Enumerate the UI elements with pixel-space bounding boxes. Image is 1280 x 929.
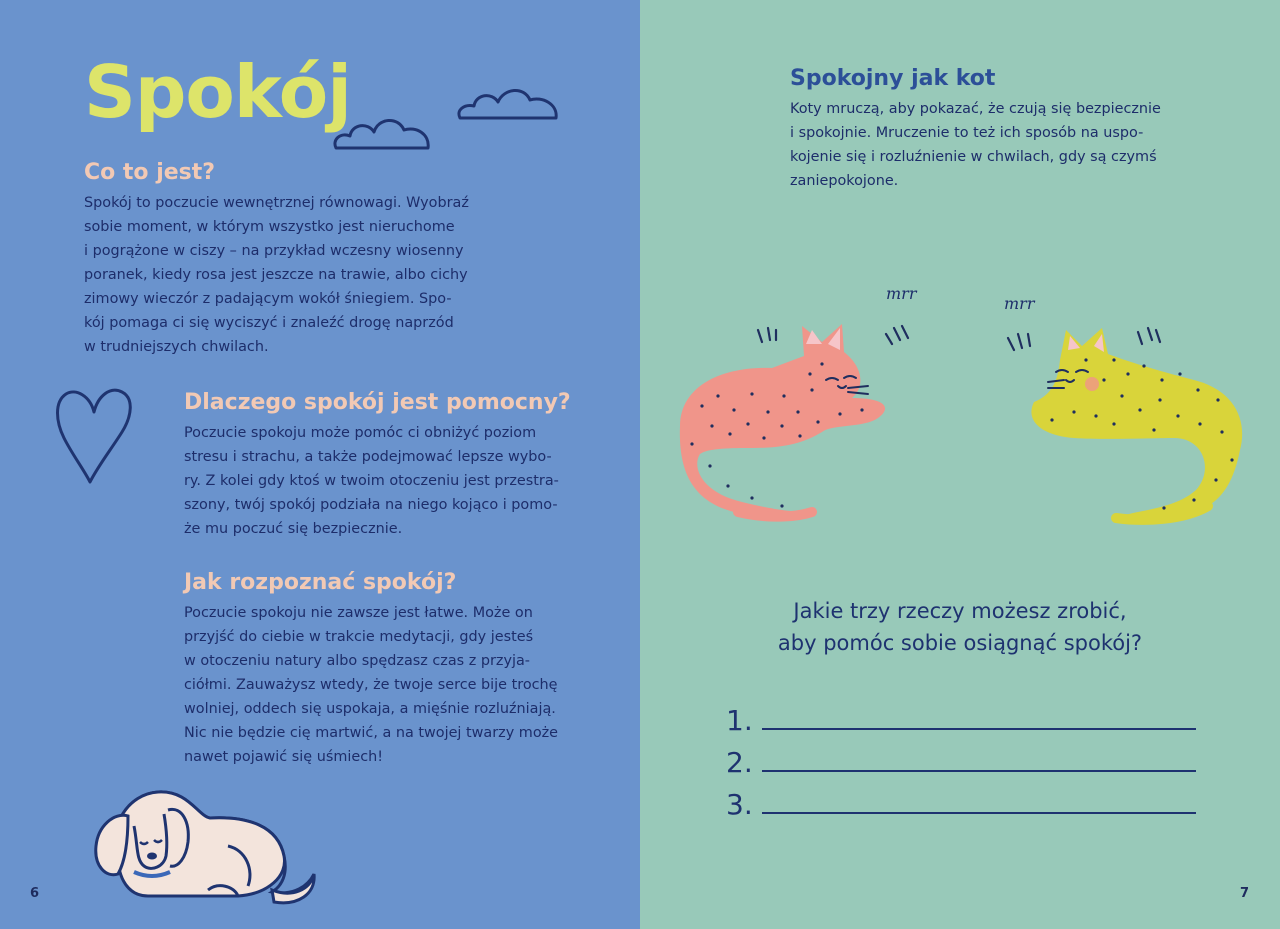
reflection-question: Jakie trzy rzeczy możesz zrobić, aby pomóc sobie osiągnąć spokój? <box>777 599 1143 655</box>
answer-number: 2. <box>726 746 753 779</box>
heart-icon <box>52 386 136 486</box>
section-heading: Jak rozpoznać spokój? <box>184 570 457 595</box>
section-heading: Dlaczego spokój jest pomocny? <box>184 390 571 415</box>
page-number-left: 6 <box>30 886 40 901</box>
section-how-recognize <box>184 570 584 769</box>
answer-line-3[interactable] <box>726 782 1206 822</box>
yellow-cat-illustration <box>1004 320 1254 530</box>
sleeping-dog-illustration <box>78 786 318 906</box>
pink-cat-illustration <box>672 316 912 526</box>
answer-line-1[interactable] <box>726 698 1206 738</box>
section-what-is-it <box>84 160 484 359</box>
answer-rule <box>762 812 1196 814</box>
purr-text-left: mrr <box>886 284 917 303</box>
section-body: Spokój to poczucie wewnętrznej równowagi. Wyobraź sobie moment, w którym wszystko jest nieruchome i pogrążone w ciszy – na przykład wczesny wiosenny poranek, kiedy rosa jest jeszcze na trawie, albo cichy zimowy wieczór z padającym wokół śniegiem. Spo- kój pomaga ci się wyciszyć i znaleźć drogę naprzód w trudniejszych chwilach. <box>84 195 469 355</box>
answer-line-2[interactable] <box>726 740 1206 780</box>
section-body: Koty mruczą, aby pokazać, że czują się bezpiecznie i spokojnie. Mruczenie to też ich sposób na uspo- kojenie się i rozluźnienie w chwilach, gdy są czymś zaniepokojone. <box>790 101 1161 189</box>
purr-text-right: mrr <box>1004 294 1035 313</box>
section-calm-like-cat <box>790 66 1210 193</box>
answer-number: 3. <box>726 788 753 821</box>
section-body: Poczucie spokoju może pomóc ci obniżyć poziom stresu i strachu, a także podejmować lepsze wybo- ry. Z kolei gdy ktoś w twoim otoczeniu jest przestra- szony, twój spokój podziała na niego kojąco i pomo- że mu poczuć się bezpiecznie. <box>184 425 559 537</box>
answer-number: 1. <box>726 704 753 737</box>
page-number-right: 7 <box>1240 886 1250 901</box>
section-heading: Co to jest? <box>84 160 216 185</box>
page-title: Spokój <box>84 50 351 134</box>
answer-rule <box>762 770 1196 772</box>
cloud-icon <box>332 112 434 152</box>
section-body: Poczucie spokoju nie zawsze jest łatwe. Może on przyjść do ciebie w trakcie medytacji, gdy jesteś w otoczeniu natury albo spędzasz czas z przyja- ciółmi. Zauważysz wtedy, że twoje serce bije trochę wolniej, oddech się uspokaja, a mięśnie rozluźniają. Nic nie będzie cię martwić, a na twojej twarzy może nawet pojawić się uśmiech! <box>184 605 559 765</box>
section-why-helpful <box>184 390 584 541</box>
answer-rule <box>762 728 1196 730</box>
section-heading: Spokojny jak kot <box>790 66 996 91</box>
answer-list <box>726 698 1206 824</box>
cloud-icon <box>456 84 562 124</box>
